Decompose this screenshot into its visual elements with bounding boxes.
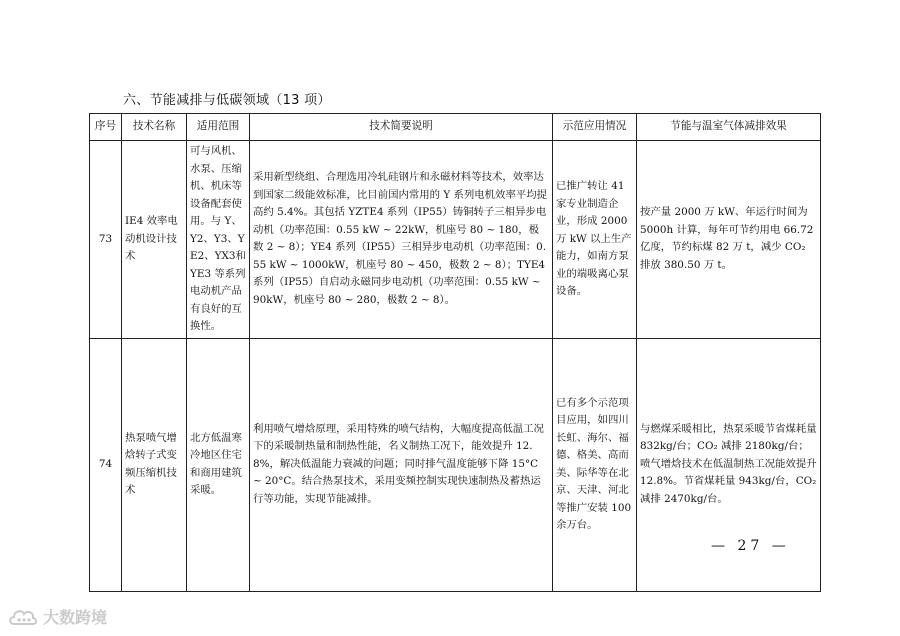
cloud-logo-icon [8,606,38,628]
technology-description [250,338,553,591]
technology-name: 热泵喷气增焓转子式变频压缩机技术 [122,338,187,591]
table-row [90,141,821,339]
description-text: 采用新型绕组、合理选用冷轧硅钢片和永磁材料等技术，效率达到国家二级能效标准，比目前国内常用的 Y 系列电机效率平均提高约 5.4%。其包括 YZTE4 系列（IP55）铸铜转子三相异步电动机（功率范围：0.55 kW ~ 22kW，机座号 80 ~ 180，极数 2 ~ 8）；YE4 系列（IP55）三相异步电动机（功率范围：0.55 kW ~ 1000kW，机座号 80 ~ 450，极数 2 ~ 8）；TYE4 系列（IP55）自启动永磁同步电动机（功率范围：0.55 kW ~ 90kW，机座号 80 ~ 280，极数 2 ~ 8）。 [253,171,548,306]
row-number: 73 [90,141,122,339]
technology-table [89,113,821,592]
header-name: 技术名称 [122,114,187,141]
header-demo: 示范应用情况 [553,114,637,141]
emission-effect: 按产量 2000 万 kW、年运行时间为 5000h 计算，每年可节约用电 66.72 亿度，节约标煤 82 万 t，减少 CO₂ 排放 380.50 万 t。 [637,141,821,339]
watermark [8,605,107,628]
header-description: 技术简要说明 [250,114,553,141]
application-scope: 北方低温寒冷地区住宅和商用建筑采暖。 [187,338,250,591]
table-header-row [90,114,821,141]
emission-effect: 与燃煤采暖相比，热泵采暖节省煤耗量 832kg/台；CO₂ 减排 2180kg/台；喷气增焓技术在低温制热工况能效提升 12.8%。节省煤耗量 943kg/台，CO₂减排 2470kg/台。 [637,338,821,591]
watermark-text: 大数跨境 [43,608,108,627]
demo-application: 已推广转让 41 家专业制造企业，形成 2000 万 kW 以上生产能力，如南方泵业的端吸离心泵设备。 [553,141,637,339]
header-no: 序号 [90,114,122,141]
header-effect: 节能与温室气体减排效果 [637,114,821,141]
page-number: — 27 — [711,538,790,554]
technology-name: IE4 效率电动机设计技术 [122,141,187,339]
header-scope: 适用范围 [187,114,250,141]
row-number: 74 [90,338,122,591]
application-scope: 可与风机、水泵、压缩机、机床等设备配套使用。与 Y、Y2、Y3、YE2、YX3和 YE3 等系列电动机产品有良好的互换性。 [187,141,250,339]
description-text: 利用喷气增焓原理，采用特殊的喷气结构，大幅度提高低温工况下的采暖制热量和制热性能，名义制热工况下，能效提升 12.8%，解决低温能力衰减的问题；同时排气温度能够下降 15°C ~ 20°C。结合热泵技术，采用变频控制实现快速制热及蓄热运行等功能，实现节能减排。 [253,422,544,505]
technology-description [250,141,553,339]
section-heading: 六、节能减排与低碳领域（13 项） [123,93,331,108]
demo-application: 已有多个示范项目应用，如四川长虹、海尔、福德、格美、高而美、际华等在北京、天津、河北等推广安装 100 余万台。 [553,338,637,591]
